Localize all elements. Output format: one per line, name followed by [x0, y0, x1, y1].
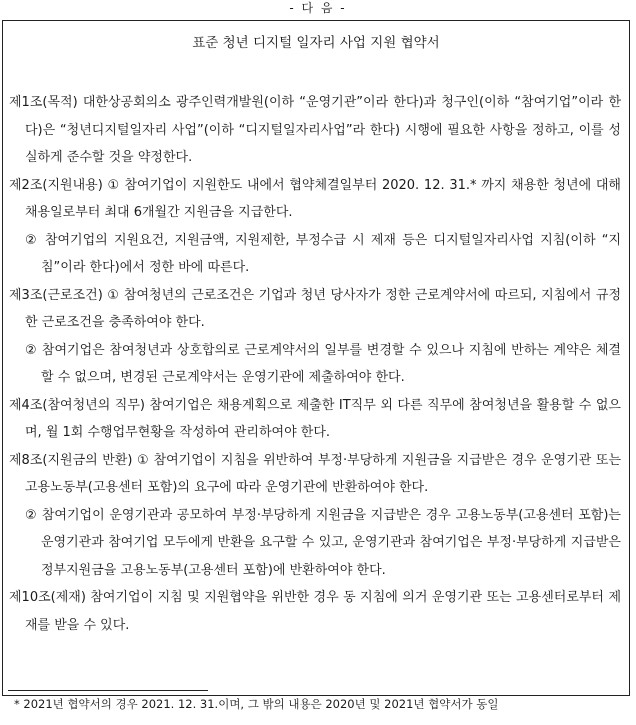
article-10: 제10조(제재) 참여기업이 지침 및 지원협약을 위반한 경우 동 지침에 의거 운영기관 또는 고용센터로부터 제재를 받을 수 있다. [9, 590, 621, 633]
footnote: * 2021년 협약서의 경우 2021. 12. 31.이며, 그 밖의 내용은 2020년 및 2021년 협약서가 동일 [14, 697, 499, 711]
document-title: 표준 청년 디지털 일자리 사업 지원 협약서 [192, 35, 440, 51]
footnote-divider [8, 690, 208, 691]
articles-list [9, 89, 621, 639]
section-heading: - 다 음 - [289, 1, 347, 15]
article-8-clause-1: 제8조(지원금의 반환) ① 참여기업이 지침을 위반하여 부정·부당하게 지원금을 지급받은 경우 운영기관 또는 고용노동부(고용센터 포함)의 요구에 따라 운영기관에 반환하여야 한다. [9, 452, 621, 495]
article-2-clause-1: 제2조(지원내용) ① 참여기업이 지원한도 내에서 협약체결일부터 2020. 12. 31.* 까지 채용한 청년에 대해 채용일로부터 최대 6개월간 지원금을 지급한다. [9, 177, 621, 220]
article-3-clause-1: 제3조(근로조건) ① 참여청년의 근로조건은 기업과 청년 당사자가 정한 근로계약서에 따르되, 지침에서 규정한 근로조건을 충족하여야 한다. [9, 287, 621, 330]
article-4: 제4조(참여청년의 직무) 참여기업은 채용계획으로 제출한 IT직무 외 다른 직무에 참여청년을 활용할 수 없으며, 월 1회 수행업무현황을 작성하여 관리하여야 한다. [9, 397, 621, 440]
article-8-clause-2: ② 참여기업이 운영기관과 공모하여 부정·부당하게 지원금을 지급받은 경우 고용노동부(고용센터 포함)는 운영기관과 참여기업 모두에게 반환을 요구할 수 있고, 운영기관과 참여기업은 부정·부당하게 지급받은 정부지원금을 고용노동부(고용센터 포함)에 반환하여야 한다. [25, 507, 621, 578]
agreement-frame [2, 20, 630, 696]
article-3-clause-2: ② 참여기업은 참여청년과 상호합의로 근로계약서의 일부를 변경할 수 있으나 지침에 반하는 계약은 체결할 수 없으며, 변경된 근로계약서는 운영기관에 제출하여야 한다. [25, 342, 621, 385]
article-1: 제1조(목적) 대한상공회의소 광주인력개발원(이하 “운영기관”이라 한다)과 청구인(이하 “참여기업”이라 한다)은 “청년디지털일자리 사업”(이하 “디지털일자리사업”라 한다) 시행에 필요한 사항을 정하고, 이를 성실하게 준수할 것을 약정한다. [9, 95, 621, 165]
article-2-clause-2: ② 참여기업의 지원요건, 지원금액, 지원제한, 부정수급 시 제재 등은 디지털일자리사업 지침(이하 “지침”이라 한다)에서 정한 바에 따른다. [25, 232, 621, 275]
